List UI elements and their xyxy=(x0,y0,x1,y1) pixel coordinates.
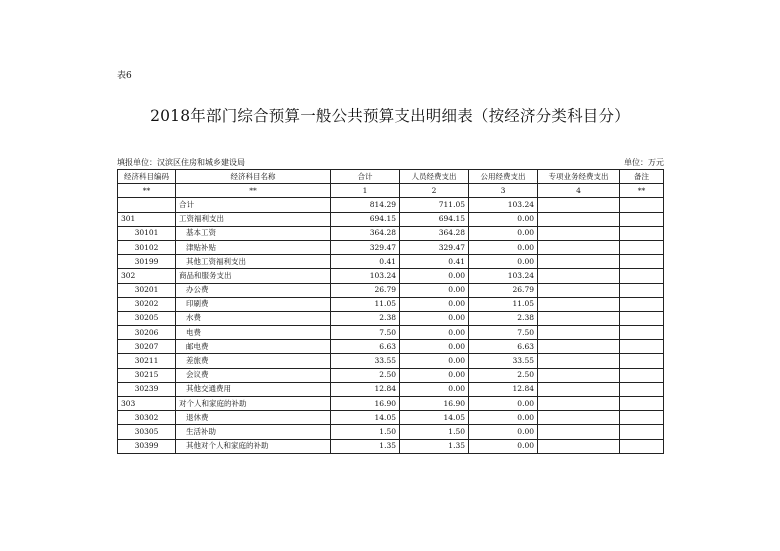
row-total-cell: 2.38 xyxy=(331,311,400,325)
row-special-cell xyxy=(538,425,620,439)
row-public-cell: 0.00 xyxy=(469,411,538,425)
row-total-cell: 364.28 xyxy=(331,226,400,240)
row-code-cell: 30199 xyxy=(118,255,176,269)
table-row xyxy=(118,439,664,453)
index-cell: 3 xyxy=(469,184,538,198)
row-personnel-cell: 0.00 xyxy=(400,311,469,325)
row-personnel-cell: 0.00 xyxy=(400,297,469,311)
header-row xyxy=(118,170,664,184)
row-code-cell: 30305 xyxy=(118,425,176,439)
row-personnel-cell: 0.00 xyxy=(400,283,469,297)
row-name-cell: 商品和服务支出 xyxy=(176,269,331,283)
table-row xyxy=(118,425,664,439)
row-public-cell: 0.00 xyxy=(469,212,538,226)
table-row xyxy=(118,382,664,396)
row-name-cell: 津贴补贴 xyxy=(176,240,331,254)
row-special-cell xyxy=(538,283,620,297)
row-note-cell xyxy=(620,212,664,226)
row-personnel-cell: 1.35 xyxy=(400,439,469,453)
row-code-cell: 30201 xyxy=(118,283,176,297)
row-special-cell xyxy=(538,240,620,254)
row-name-cell: 其他对个人和家庭的补助 xyxy=(176,439,331,453)
row-name-cell: 生活补助 xyxy=(176,425,331,439)
row-public-cell: 11.05 xyxy=(469,297,538,311)
row-code-cell: 30205 xyxy=(118,311,176,325)
row-note-cell xyxy=(620,255,664,269)
table-row xyxy=(118,269,664,283)
row-total-cell: 14.05 xyxy=(331,411,400,425)
row-personnel-cell: 14.05 xyxy=(400,411,469,425)
row-note-cell xyxy=(620,226,664,240)
table-row xyxy=(118,297,664,311)
row-total-cell: 694.15 xyxy=(331,212,400,226)
index-cell: 2 xyxy=(400,184,469,198)
row-name-cell: 差旅费 xyxy=(176,354,331,368)
row-total-cell: 26.79 xyxy=(331,283,400,297)
row-special-cell xyxy=(538,269,620,283)
expenditure-table xyxy=(117,169,664,454)
row-public-cell: 2.38 xyxy=(469,311,538,325)
table-row xyxy=(118,240,664,254)
row-total-cell: 12.84 xyxy=(331,382,400,396)
row-code-cell: 30211 xyxy=(118,354,176,368)
row-code-cell: 30206 xyxy=(118,326,176,340)
row-special-cell xyxy=(538,198,620,212)
row-special-cell xyxy=(538,397,620,411)
index-cell: ** xyxy=(620,184,664,198)
row-total-cell: 329.47 xyxy=(331,240,400,254)
row-name-cell: 对个人和家庭的补助 xyxy=(176,397,331,411)
header-note: 备注 xyxy=(620,170,664,184)
index-cell: ** xyxy=(118,184,176,198)
row-personnel-cell: 1.50 xyxy=(400,425,469,439)
row-special-cell xyxy=(538,411,620,425)
row-special-cell xyxy=(538,297,620,311)
row-note-cell xyxy=(620,397,664,411)
row-special-cell xyxy=(538,354,620,368)
header-name: 经济科目名称 xyxy=(176,170,331,184)
row-total-cell: 814.29 xyxy=(331,198,400,212)
table-row xyxy=(118,368,664,382)
row-code-cell: 30215 xyxy=(118,368,176,382)
row-public-cell: 0.00 xyxy=(469,226,538,240)
row-public-cell: 103.24 xyxy=(469,198,538,212)
row-name-cell: 其他工资福利支出 xyxy=(176,255,331,269)
row-name-cell: 电费 xyxy=(176,326,331,340)
row-personnel-cell: 16.90 xyxy=(400,397,469,411)
row-total-cell: 33.55 xyxy=(331,354,400,368)
row-special-cell xyxy=(538,340,620,354)
table-row xyxy=(118,326,664,340)
table-row xyxy=(118,411,664,425)
row-personnel-cell: 0.00 xyxy=(400,382,469,396)
row-note-cell xyxy=(620,340,664,354)
row-code-cell: 30202 xyxy=(118,297,176,311)
row-special-cell xyxy=(538,226,620,240)
row-note-cell xyxy=(620,311,664,325)
row-total-cell: 7.50 xyxy=(331,326,400,340)
row-special-cell xyxy=(538,212,620,226)
row-personnel-cell: 364.28 xyxy=(400,226,469,240)
row-total-cell: 16.90 xyxy=(331,397,400,411)
row-name-cell: 合计 xyxy=(176,198,331,212)
row-note-cell xyxy=(620,240,664,254)
table-number-label: 表6 xyxy=(117,71,132,81)
row-public-cell: 0.00 xyxy=(469,240,538,254)
row-code-cell: 30102 xyxy=(118,240,176,254)
row-personnel-cell: 0.00 xyxy=(400,368,469,382)
row-public-cell: 26.79 xyxy=(469,283,538,297)
row-public-cell: 12.84 xyxy=(469,382,538,396)
row-name-cell: 基本工资 xyxy=(176,226,331,240)
row-name-cell: 邮电费 xyxy=(176,340,331,354)
row-public-cell: 2.50 xyxy=(469,368,538,382)
row-code-cell: 302 xyxy=(118,269,176,283)
table-row xyxy=(118,198,664,212)
row-total-cell: 2.50 xyxy=(331,368,400,382)
row-personnel-cell: 0.41 xyxy=(400,255,469,269)
index-cell: 1 xyxy=(331,184,400,198)
row-public-cell: 6.63 xyxy=(469,340,538,354)
row-public-cell: 103.24 xyxy=(469,269,538,283)
header-special: 专项业务经费支出 xyxy=(538,170,620,184)
row-total-cell: 0.41 xyxy=(331,255,400,269)
row-public-cell: 0.00 xyxy=(469,439,538,453)
row-note-cell xyxy=(620,382,664,396)
table-row xyxy=(118,340,664,354)
row-note-cell xyxy=(620,269,664,283)
page-title: 2018年部门综合预算一般公共预算支出明细表（按经济分类科目分） xyxy=(150,107,630,125)
row-public-cell: 33.55 xyxy=(469,354,538,368)
row-note-cell xyxy=(620,297,664,311)
currency-unit: 单位：万元 xyxy=(624,158,664,167)
row-personnel-cell: 0.00 xyxy=(400,354,469,368)
table-row xyxy=(118,397,664,411)
row-special-cell xyxy=(538,326,620,340)
table-row xyxy=(118,311,664,325)
header-public: 公用经费支出 xyxy=(469,170,538,184)
reporting-unit: 填报单位：汉滨区住房和城乡建设局 xyxy=(117,158,245,167)
index-cell: 4 xyxy=(538,184,620,198)
row-name-cell: 办公费 xyxy=(176,283,331,297)
row-total-cell: 1.35 xyxy=(331,439,400,453)
row-special-cell xyxy=(538,255,620,269)
row-personnel-cell: 0.00 xyxy=(400,340,469,354)
table-row xyxy=(118,354,664,368)
row-name-cell: 会议费 xyxy=(176,368,331,382)
row-note-cell xyxy=(620,283,664,297)
index-cell: ** xyxy=(176,184,331,198)
row-note-cell xyxy=(620,354,664,368)
row-special-cell xyxy=(538,382,620,396)
row-public-cell: 0.00 xyxy=(469,425,538,439)
row-personnel-cell: 0.00 xyxy=(400,326,469,340)
index-row xyxy=(118,184,664,198)
row-code-cell xyxy=(118,198,176,212)
row-personnel-cell: 711.05 xyxy=(400,198,469,212)
row-note-cell xyxy=(620,425,664,439)
table-row xyxy=(118,226,664,240)
row-personnel-cell: 0.00 xyxy=(400,269,469,283)
row-total-cell: 103.24 xyxy=(331,269,400,283)
row-personnel-cell: 329.47 xyxy=(400,240,469,254)
row-total-cell: 1.50 xyxy=(331,425,400,439)
table-row xyxy=(118,212,664,226)
header-personnel: 人员经费支出 xyxy=(400,170,469,184)
row-special-cell xyxy=(538,368,620,382)
row-name-cell: 退休费 xyxy=(176,411,331,425)
table-row xyxy=(118,283,664,297)
row-code-cell: 301 xyxy=(118,212,176,226)
row-code-cell: 30302 xyxy=(118,411,176,425)
row-code-cell: 30207 xyxy=(118,340,176,354)
row-note-cell xyxy=(620,411,664,425)
row-public-cell: 7.50 xyxy=(469,326,538,340)
row-total-cell: 11.05 xyxy=(331,297,400,311)
row-special-cell xyxy=(538,439,620,453)
row-note-cell xyxy=(620,439,664,453)
row-public-cell: 0.00 xyxy=(469,255,538,269)
row-note-cell xyxy=(620,326,664,340)
row-total-cell: 6.63 xyxy=(331,340,400,354)
table-row xyxy=(118,255,664,269)
row-public-cell: 0.00 xyxy=(469,397,538,411)
row-name-cell: 印刷费 xyxy=(176,297,331,311)
row-code-cell: 30399 xyxy=(118,439,176,453)
row-code-cell: 30239 xyxy=(118,382,176,396)
header-total: 合计 xyxy=(331,170,400,184)
row-note-cell xyxy=(620,198,664,212)
row-name-cell: 工资福利支出 xyxy=(176,212,331,226)
row-code-cell: 30101 xyxy=(118,226,176,240)
row-code-cell: 303 xyxy=(118,397,176,411)
header-code: 经济科目编码 xyxy=(118,170,176,184)
row-name-cell: 其他交通费用 xyxy=(176,382,331,396)
row-name-cell: 水费 xyxy=(176,311,331,325)
row-note-cell xyxy=(620,368,664,382)
row-special-cell xyxy=(538,311,620,325)
row-personnel-cell: 694.15 xyxy=(400,212,469,226)
